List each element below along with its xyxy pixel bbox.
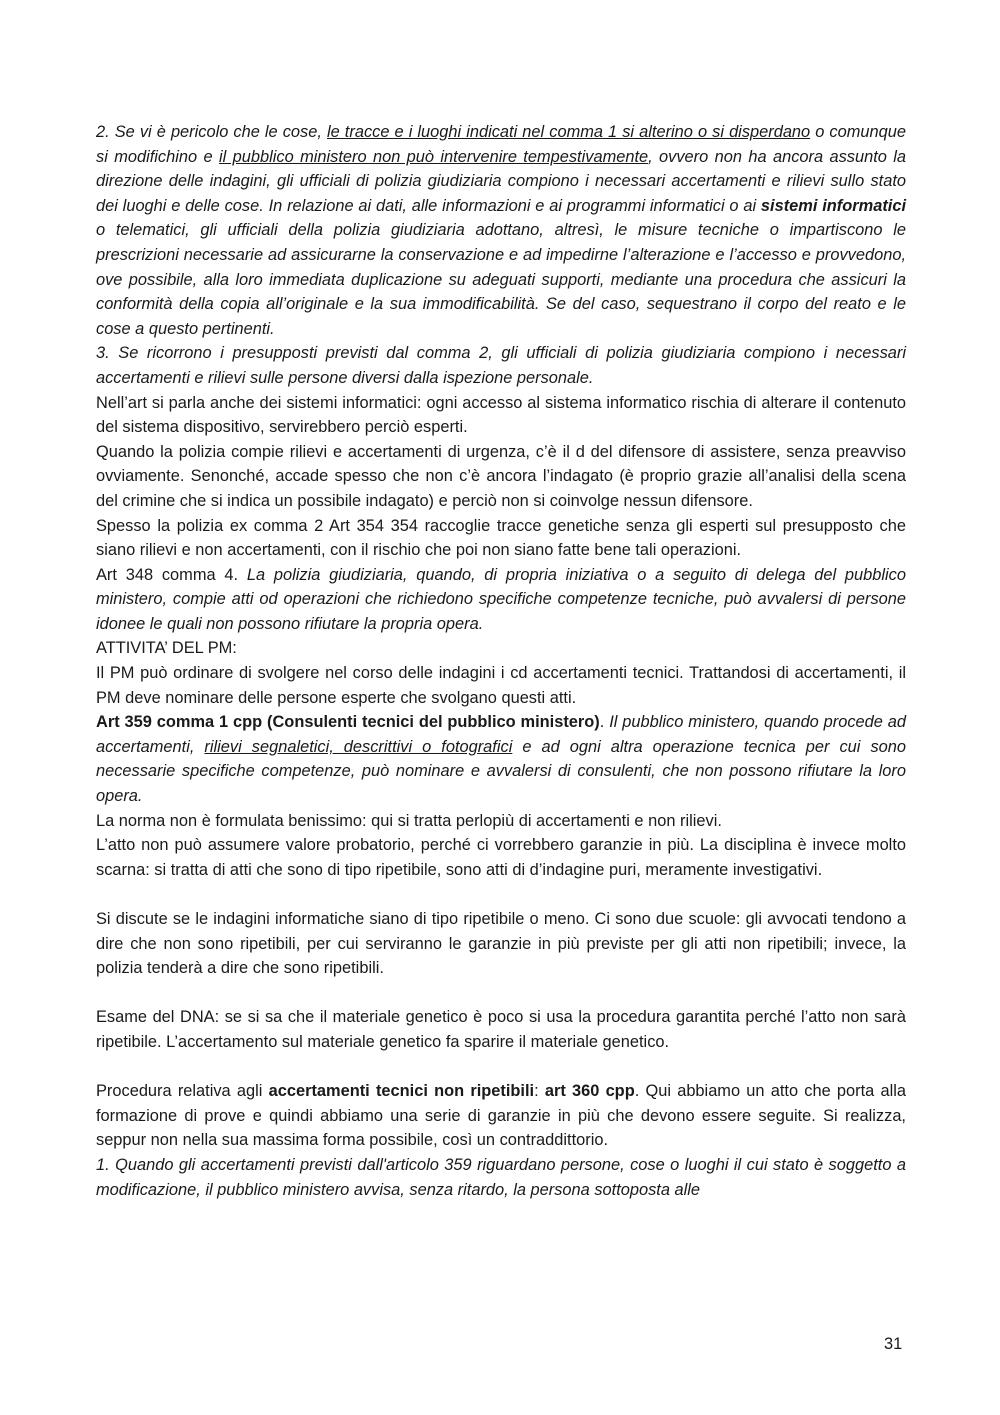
text-run: . [599,713,610,732]
paragraph [96,809,906,834]
text-run: le tracce e i luoghi indicati nel comma 1 si alterino o si disperdano [326,123,811,141]
text-run: . Qui abbiamo un atto che porta alla formazione di prove e quindi abbiamo una serie di garanzie in più che devono essere seguite. Si realizza, seppur non nella sua massima forma possibile, così un contraddittorio. [96,1082,906,1150]
paragraph [96,514,906,563]
text-run: e ad ogni altra operazione tecnica per cui sono necessarie specifiche competenze, può nominare e avvalersi di consulenti, che non possono rifiutare la loro opera. [96,737,906,806]
paragraph [96,710,906,808]
text-run: Quando la polizia compie rilievi e accertamenti di urgenza, c’è il d del difensore di assistere, senza preavviso ovviamente. Senonché, accade spesso che non c’è ancora l’indagato (è proprio grazie all’analisi della scena del crimine che si indica un possibile indagato) e perciò non si coinvolge nessun difensore. [96,442,906,510]
paragraph [96,907,906,981]
paragraph-spacer [96,981,906,1006]
text-run: Art 348 comma 4. [96,565,247,584]
text-run: Si discute se le indagini informatiche siano di tipo ripetibile o meno. Ci sono due scuole: gli avvocati tendono a dire che non sono ripetibili, per cui serviranno le garanzie in più previste per gli atti non ripetibili; invece, la polizia tenderà a dire che sono ripetibili. [96,910,906,978]
text-run: 3. Se ricorrono i presupposti previsti dal comma 2, gli ufficiali di polizia giudiziaria compiono i necessari accertamenti e rilievi sulle persone diversi dalla ispezione personale. [96,344,906,387]
text-run: art 360 cpp [544,1082,635,1101]
text-run: Spesso la polizia ex comma 2 Art 354 354 raccoglie tracce genetiche senza gli esperti sul presupposto che siano rilievi e non accertamenti, con il rischio che poi non siano fatte bene tali operazioni. [96,516,906,560]
paragraph-spacer [96,1055,906,1080]
text-run: Il PM può ordinare di svolgere nel corso delle indagini i cd accertamenti tecnici. Trattandosi di accertamenti, il PM deve nominare delle persone esperte che svolgano questi atti. [96,664,906,707]
text-run: 1. Quando gli accertamenti previsti dall'articolo 359 riguardano persone, cose o luoghi il cui stato è soggetto a modificazione, il pubblico ministero avvisa, senza ritardo, la persona sottoposta alle [96,1155,906,1199]
text-run: accertamenti tecnici non ripetibili [268,1082,535,1101]
text-run: Il pubblico ministero, quando procede ad accertamenti, [96,713,907,756]
paragraph [96,636,906,661]
paragraph [96,341,906,390]
text-run: o comunque si modifichino e [96,123,906,166]
text-run: L’atto non può assumere valore probatorio, perché ci vorrebbero garanzie in più. La disciplina è invece molto scarna: si tratta di atti che sono di tipo ripetibile, sono atti di d’indagine puri, meramente investigativi. [96,836,906,879]
text-run: rilievi segnaletici, descrittivi o fotografici [204,737,513,756]
paragraph-spacer [96,882,906,907]
document-page [96,120,906,1202]
text-run: La polizia giudiziaria, quando, di propria iniziativa o a seguito di delega del pubblico ministero, compie atti od operazioni che richiedono specifiche competenze tecniche, può avvalersi di persone idonee le quali non possono rifiutare la propria opera. [96,565,906,633]
text-run: ATTIVITA’ DEL PM: [96,639,237,658]
text-run: o telematici, gli ufficiali della polizia giudiziaria adottano, altresì, le misure tecniche o impartiscono le prescrizioni necessarie ad assicurarne la conservazione e ad impedirne l’alterazione e l’accesso e provvedono, ove possibile, alla loro immediata duplicazione su adeguati supporti, mediante una procedura che assicuri la conformità della copia all’originale e la sua immodificabilità. Se del caso, sequestrano il corpo del reato e le cose a questo pertinenti. [96,221,906,338]
text-run: : [534,1082,545,1101]
paragraph [96,661,906,710]
paragraph [96,440,906,514]
paragraph [96,1153,906,1202]
text-run: La norma non è formulata benissimo: qui si tratta perlopiù di accertamenti e non rilievi. [96,811,722,830]
text-run: sistemi informatici [760,196,907,215]
paragraph [96,391,906,440]
text-run: Procedura relativa agli [96,1082,269,1101]
paragraph [96,1079,906,1153]
paragraph [96,120,906,341]
text-run: Art 359 comma 1 cpp (Consulenti tecnici del pubblico ministero) [96,713,600,732]
text-run: Nell’art si parla anche dei sistemi informatici: ogni accesso al sistema informatico rischia di alterare il contenuto del sistema dispositivo, servirebbero perciò esperti. [96,393,906,437]
page-number: 31 [884,1335,903,1353]
text-run: 2. Se vi è pericolo che le cose, [96,123,327,141]
paragraph [96,563,906,637]
text-run: Esame del DNA: se si sa che il materiale genetico è poco si usa la procedura garantita perché l’atto non sarà ripetibile. L’accertamento sul materiale genetico fa sparire il materiale genetico. [96,1008,906,1051]
text-run: il pubblico ministero non può intervenire tempestivamente [219,147,649,166]
paragraph [96,833,906,882]
text-run: , ovvero non ha ancora assunto la direzione delle indagini, gli ufficiali di polizia giudiziaria compiono i necessari accertamenti e rilievi sullo stato dei luoghi e delle cose. In relazione ai dati, alle informazioni e ai programmi informatici o ai [96,147,906,215]
paragraph [96,1005,906,1054]
